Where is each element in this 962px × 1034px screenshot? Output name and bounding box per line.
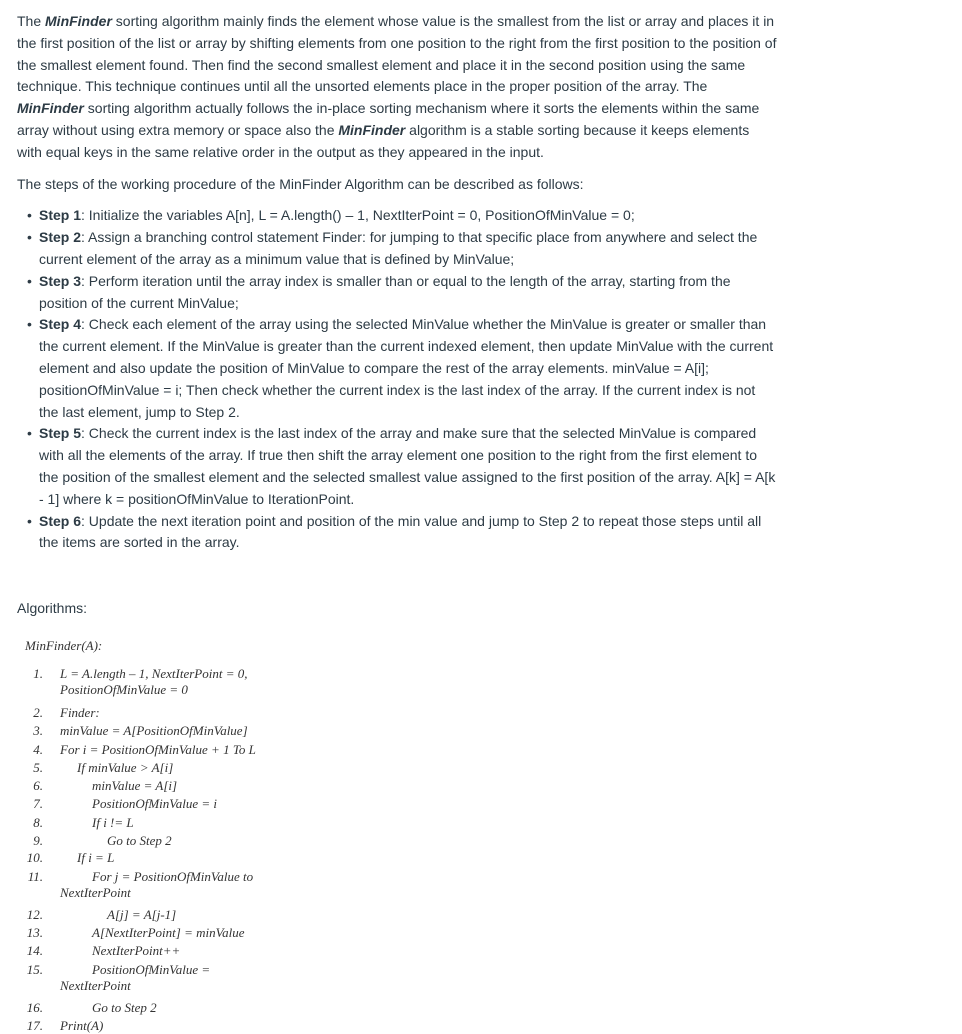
line-number: 6. — [33, 778, 43, 793]
term-minfinder: MinFinder — [338, 121, 406, 138]
code-text: If i = L — [77, 850, 115, 865]
bullet-icon: • — [27, 425, 32, 442]
text-run: algorithm is a stable sorting because it keeps elements with equal keys in the same relative order in the output as they appeared in the input. — [17, 121, 750, 160]
step-text: : Check the current index is the last index of the array and make sure that the selected MinValue is compared with all the elements of the array. If true then shift the array element one position to the right from the first element to the position of the smallest element and the selected smallest value assigned to the first position of the array. A[k] = A[k - 1] where k = positionOfMinValue to IterationPoint. — [39, 425, 776, 507]
line-number: 16. — [26, 1000, 43, 1015]
bullet-icon: • — [27, 207, 32, 224]
step-item — [17, 205, 777, 227]
step-item — [17, 314, 777, 423]
line-number: 11. — [27, 869, 43, 884]
step-text: : Initialize the variables A[n], L = A.length() – 1, NextIterPoint = 0, PositionOfMinValue = 0; — [81, 207, 635, 224]
code-text: PositionOfMinValue = 0 — [60, 682, 188, 697]
line-number: 2. — [33, 705, 43, 720]
bullet-icon: • — [27, 229, 32, 246]
line-number: 1. — [33, 666, 43, 681]
code-text: A[NextIterPoint] = minValue — [92, 925, 245, 940]
code-text: Finder: — [60, 705, 100, 720]
step-label: Step 6 — [39, 512, 82, 529]
intro-paragraph — [17, 11, 777, 164]
line-number: 8. — [33, 815, 43, 830]
step-label: Step 5 — [39, 425, 82, 442]
step-label: Step 3 — [39, 272, 82, 289]
steps-list — [17, 205, 777, 554]
code-text: PositionOfMinValue = — [92, 962, 211, 977]
code-text: For i = PositionOfMinValue + 1 To L — [60, 742, 256, 757]
steps-intro-paragraph: The steps of the working procedure of the MinFinder Algorithm can be described as follows: — [17, 175, 584, 192]
term-minfinder: MinFinder — [17, 100, 84, 117]
pseudocode-function-name: MinFinder(A): — [25, 638, 103, 653]
step-text: : Update the next iteration point and position of the min value and jump to Step 2 to repeat those steps until all the items are sorted in the array. — [39, 512, 762, 551]
code-text: Print(A) — [60, 1018, 104, 1033]
article-body — [17, 11, 777, 554]
code-text: minValue = A[PositionOfMinValue] — [60, 723, 248, 738]
text-run: The — [17, 13, 46, 29]
text-run: sorting algorithm mainly finds the element whose value is the smallest from the list or array and places it in the first position of the list or array by shifting elements from one position to the right from the first position to the position of the smallest element found. Then find the second smallest element and place it in the second position using the same technique. This technique continues until all the unsorted elements place in the proper position of the array. The — [17, 13, 777, 95]
step-text: : Check each element of the array using the selected MinValue whether the MinValue is greater or smaller than the current element. If the MinValue is greater than the current indexed element, then update MinValue with the current element and also update the position of MinValue to compare the rest of the array elements. minValue = A[i]; positionOfMinValue = i; Then check whether the current index is the last index of the array. If the current index is not the last element, jump to Step 2. — [39, 316, 774, 420]
line-number: 10. — [26, 850, 43, 865]
term-minfinder: MinFinder — [45, 13, 112, 29]
line-number: 13. — [26, 925, 43, 940]
code-text: Go to Step 2 — [107, 833, 172, 848]
line-number: 14. — [26, 943, 43, 958]
step-item — [17, 511, 777, 555]
code-text: NextIterPoint — [60, 978, 131, 993]
line-number: 12. — [26, 907, 43, 922]
bullet-icon: • — [27, 512, 32, 529]
code-text: Go to Step 2 — [92, 1000, 157, 1015]
code-text: L = A.length – 1, NextIterPoint = 0, — [60, 666, 248, 681]
step-item — [17, 423, 777, 510]
step-label: Step 2 — [39, 229, 82, 246]
text-run: sorting algorithm actually follows the in-place sorting mechanism where it sorts the elements within the same array without using extra memory or space also the — [17, 100, 760, 138]
step-item — [17, 227, 777, 271]
code-text: If i != L — [92, 815, 134, 830]
line-number: 15. — [26, 962, 43, 977]
line-number: 3. — [33, 723, 43, 738]
code-text: NextIterPoint — [60, 885, 131, 900]
code-text: NextIterPoint++ — [92, 943, 181, 958]
step-text: : Assign a branching control statement Finder: for jumping to that specific place from anywhere and select the current element of the array as a minimum value that is defined by MinValue; — [39, 229, 758, 267]
code-text: PositionOfMinValue = i — [92, 796, 218, 811]
algorithms-heading: Algorithms: — [17, 600, 88, 616]
step-item — [17, 271, 777, 315]
bullet-icon: • — [27, 272, 32, 289]
code-text: If minValue > A[i] — [77, 760, 174, 775]
step-text: : Perform iteration until the array index is smaller than or equal to the length of the array, starting from the position of the current MinValue; — [39, 272, 731, 311]
code-text: A[j] = A[j-1] — [107, 907, 177, 922]
code-text: For j = PositionOfMinValue to — [92, 869, 254, 884]
bullet-icon: • — [27, 316, 32, 333]
line-number: 9. — [33, 833, 43, 848]
step-label: Step 1 — [39, 207, 82, 224]
line-number: 17. — [26, 1018, 43, 1033]
line-number: 7. — [33, 796, 43, 811]
line-number: 5. — [33, 760, 43, 775]
line-number: 4. — [33, 742, 43, 757]
code-text: minValue = A[i] — [92, 778, 178, 793]
step-label: Step 4 — [39, 316, 82, 333]
